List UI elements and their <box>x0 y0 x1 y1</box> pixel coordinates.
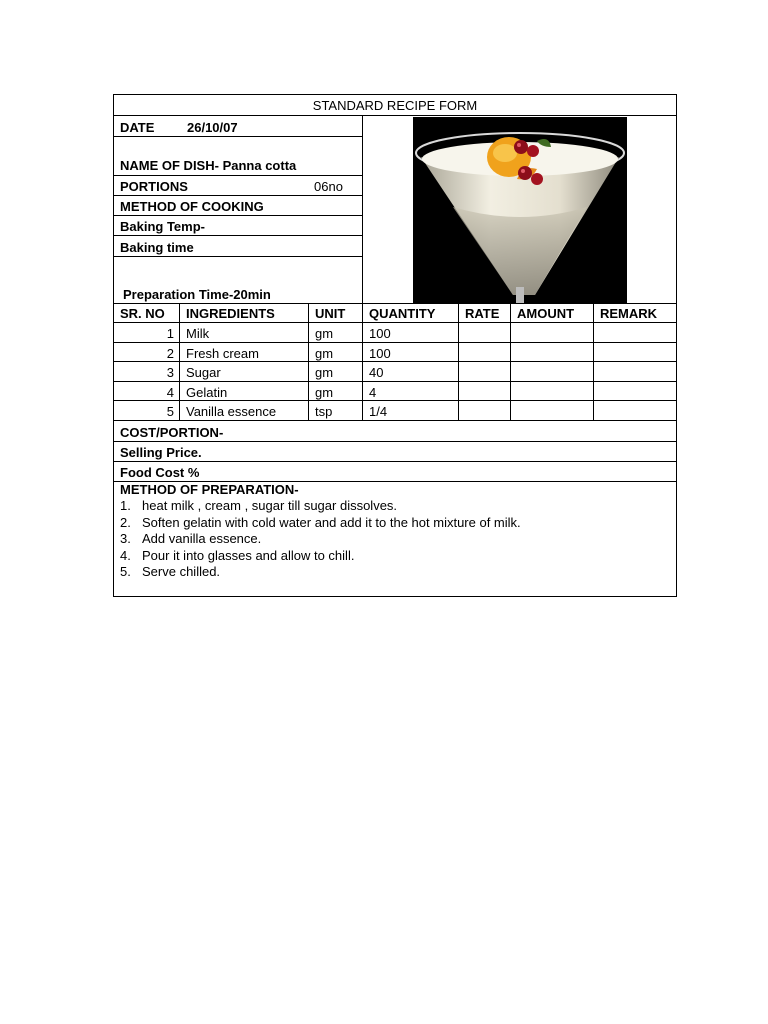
list-item <box>120 515 521 532</box>
preparation-time: Preparation Time-20min <box>123 287 271 302</box>
dish-label: NAME OF DISH- <box>120 158 219 173</box>
divider <box>308 303 309 420</box>
step-number: 5. <box>120 564 131 579</box>
table-row-unit: gm <box>315 346 334 361</box>
divider <box>114 175 362 176</box>
table-row-quantity: 4 <box>369 385 377 400</box>
table-row-quantity: 100 <box>369 346 391 361</box>
portions-value: 06no <box>314 179 343 194</box>
table-row-sr: 2 <box>166 346 174 361</box>
dish-name <box>120 158 296 173</box>
step-text: Add vanilla essence. <box>142 531 262 546</box>
col-header-unit: UNIT <box>315 306 346 321</box>
divider <box>114 381 676 382</box>
step-text: heat milk , cream , sugar till sugar dissolves. <box>142 498 398 513</box>
divider <box>179 303 180 420</box>
table-row-quantity: 40 <box>369 365 384 380</box>
divider <box>114 342 676 343</box>
list-item <box>120 531 521 548</box>
method-of-cooking-label: METHOD OF COOKING <box>120 199 264 214</box>
step-text: Serve chilled. <box>142 564 221 579</box>
table-row-sr: 4 <box>166 385 174 400</box>
divider <box>114 361 676 362</box>
table-row-ingredient: Sugar <box>186 365 221 380</box>
step-number: 4. <box>120 547 131 563</box>
divider <box>362 303 363 420</box>
divider <box>114 322 676 323</box>
recipe-form <box>113 94 677 597</box>
table-row-ingredient: Fresh cream <box>186 346 259 361</box>
food-cost-label: Food Cost % <box>120 465 200 480</box>
dish-value: Panna cotta <box>222 158 297 173</box>
divider <box>114 441 676 442</box>
table-row-unit: gm <box>315 326 334 341</box>
col-header-ingredients: INGREDIENTS <box>186 306 275 321</box>
table-row-ingredient: Milk <box>186 326 210 341</box>
dessert-glass-icon <box>413 117 627 303</box>
step-text: Pour it into glasses and allow to chill. <box>142 547 355 563</box>
panna-cotta-photo <box>413 117 627 303</box>
table-row-ingredient: Vanilla essence <box>186 404 277 419</box>
preparation-steps <box>120 498 521 581</box>
divider <box>114 115 676 116</box>
col-header-quantity: QUANTITY <box>369 306 436 321</box>
divider <box>114 195 362 196</box>
cost-per-portion-label: COST/PORTION- <box>120 425 224 440</box>
divider <box>114 420 676 421</box>
col-header-sr-no: SR. NO <box>120 306 165 321</box>
divider <box>114 215 362 216</box>
divider <box>510 303 511 420</box>
divider <box>114 136 362 137</box>
divider <box>114 256 362 257</box>
divider <box>458 303 459 420</box>
table-row-unit: gm <box>315 385 334 400</box>
table-row-ingredient: Gelatin <box>186 385 228 400</box>
divider <box>114 235 362 236</box>
divider <box>114 400 676 401</box>
portions-label: PORTIONS <box>120 179 188 194</box>
date-value: 26/10/07 <box>187 120 238 135</box>
table-row-unit: gm <box>315 365 334 380</box>
col-header-rate: RATE <box>465 306 500 321</box>
table-row-sr: 5 <box>166 404 174 419</box>
form-title: STANDARD RECIPE FORM <box>312 98 478 113</box>
table-row-sr: 3 <box>166 365 174 380</box>
divider <box>114 461 676 462</box>
step-number: 2. <box>120 514 131 530</box>
divider <box>593 303 594 420</box>
col-header-amount: AMOUNT <box>517 306 575 321</box>
table-row-unit: tsp <box>315 404 333 419</box>
baking-time-label: Baking time <box>120 240 194 255</box>
step-text: Soften gelatin with cold water and add it to the hot mixture of milk. <box>142 514 521 530</box>
list-item <box>120 548 521 565</box>
date-label: DATE <box>120 120 155 135</box>
list-item <box>120 498 521 515</box>
method-of-preparation-heading: METHOD OF PREPARATION- <box>120 482 299 497</box>
table-row-sr: 1 <box>166 326 174 341</box>
divider <box>114 303 676 304</box>
step-number: 1. <box>120 498 131 513</box>
baking-temp-label: Baking Temp- <box>120 219 205 234</box>
table-row-quantity: 100 <box>369 326 391 341</box>
step-number: 3. <box>120 531 131 546</box>
col-header-remark: REMARK <box>600 306 658 321</box>
selling-price-label: Selling Price. <box>120 445 202 460</box>
divider <box>362 115 363 303</box>
list-item <box>120 564 521 581</box>
table-row-quantity: 1/4 <box>369 404 388 419</box>
